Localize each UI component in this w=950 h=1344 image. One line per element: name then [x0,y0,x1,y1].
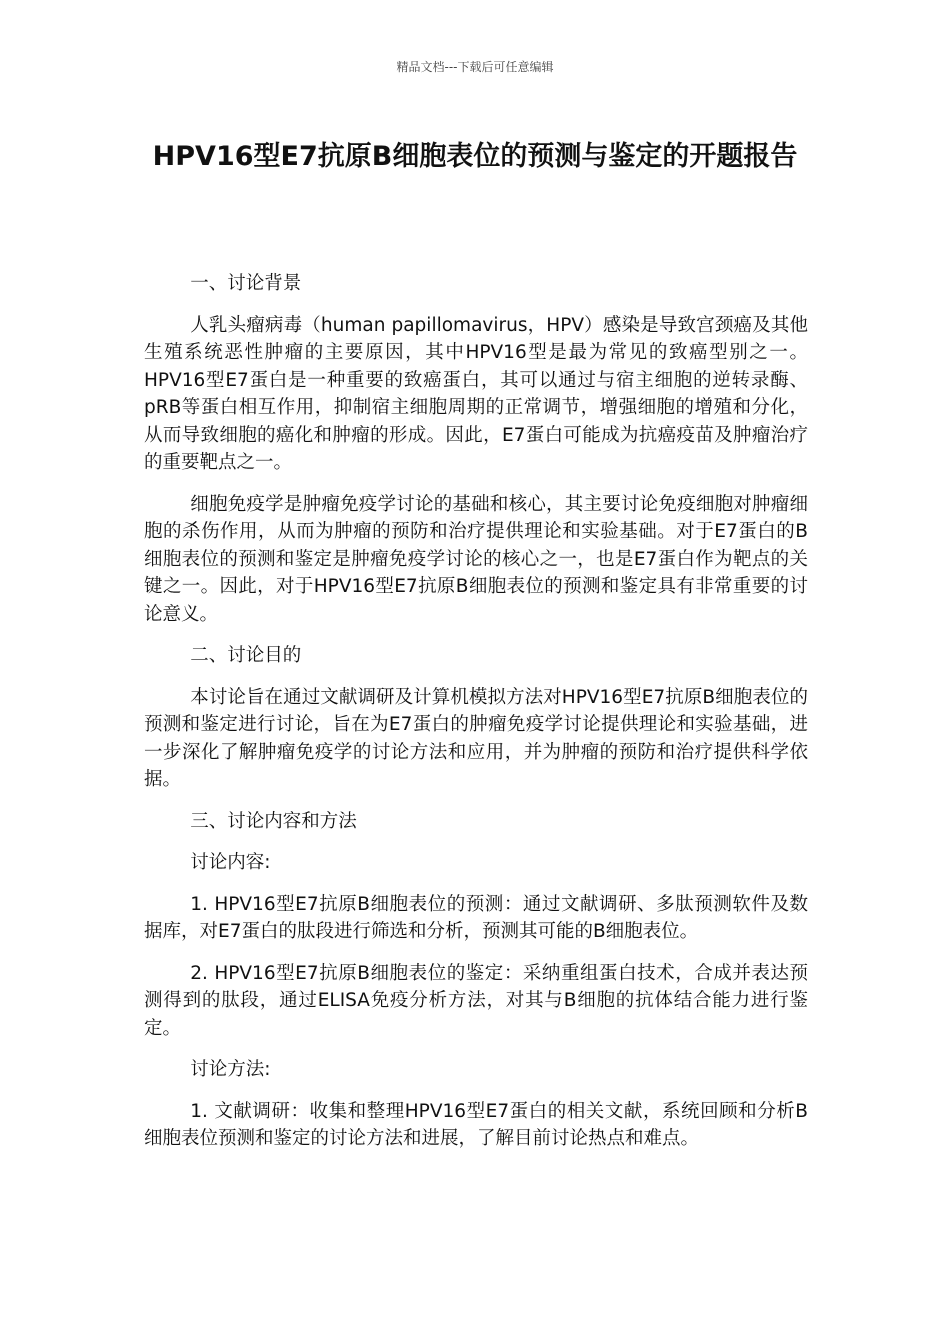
list-item-literature-review: 1. 文献调研：收集和整理HPV16型E7蛋白的相关文献，系统回顾和分析B细胞表位预测和鉴定的讨论方法和进展，了解目前讨论热点和难点。 [144,1100,808,1149]
header-note: 精品文档---下载后可任意编辑 [396,60,554,74]
list-item-prediction: 1. HPV16型E7抗原B细胞表位的预测：通过文献调研、多肽预测软件及数据库，对E7蛋白的肽段进行筛选和分析，预测其可能的B细胞表位。 [144,893,808,942]
subheading-methods: 讨论方法: [190,1059,271,1080]
section-heading-background: 一、讨论背景 [190,273,302,294]
section-heading-purpose: 二、讨论目的 [190,645,302,666]
document-body [144,270,808,1167]
paragraph-hpv-background: 人乳头瘤病毒（human papillomavirus，HPV）感染是导致宫颈癌及其他生殖系统恶性肿瘤的主要原因，其中HPV16型是最为常见的致癌型别之一。HPV16型E7蛋白是一种重要的致癌蛋白，其可以通过与宿主细胞的逆转录酶、pRB等蛋白相互作用，抑制宿主细胞周期的正常调节，增强细胞的增殖和分化，从而导致细胞的癌化和肿瘤的形成。因此，E7蛋白可能成为抗癌疫苗及肿瘤治疗的重要靶点之一。 [144,314,808,473]
section-heading-content-methods: 三、讨论内容和方法 [190,810,357,832]
paragraph-purpose: 本讨论旨在通过文献调研及计算机模拟方法对HPV16型E7抗原B细胞表位的预测和鉴定进行讨论，旨在为E7蛋白的肿瘤免疫学讨论提供理论和实验基础，进一步深化了解肿瘤免疫学的讨论方法和应用，并为肿瘤的预防和治疗提供科学依据。 [144,686,808,790]
document-title: HPV16型E7抗原B细胞表位的预测与鉴定的开题报告 [152,141,798,172]
subheading-content: 讨论内容: [190,852,271,873]
paragraph-cellular-immunology: 细胞免疫学是肿瘤免疫学讨论的基础和核心，其主要讨论免疫细胞对肿瘤细胞的杀伤作用，从而为肿瘤的预防和治疗提供理论和实验基础。对于E7蛋白的B细胞表位的预测和鉴定是肿瘤免疫学讨论的核心之一，也是E7蛋白作为靶点的关键之一。因此，对于HPV16型E7抗原B细胞表位的预测和鉴定具有非常重要的讨论意义。 [144,493,808,625]
list-item-identification: 2. HPV16型E7抗原B细胞表位的鉴定：采纳重组蛋白技术，合成并表达预测得到的肽段，通过ELISA免疫分析方法，对其与B细胞的抗体结合能力进行鉴定。 [144,962,808,1039]
